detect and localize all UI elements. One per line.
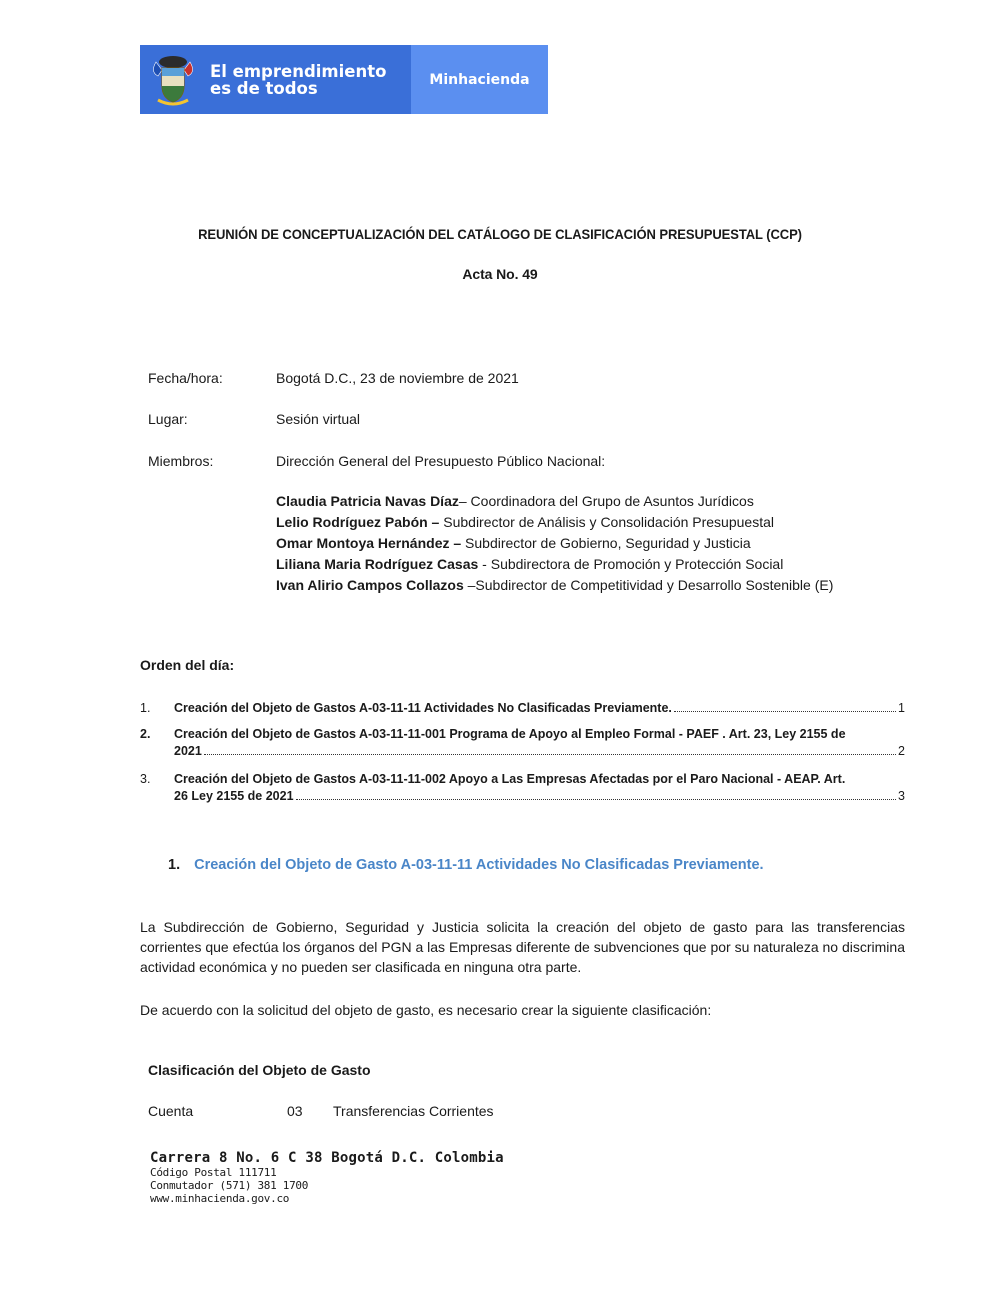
toc-page: 3 bbox=[898, 789, 905, 803]
toc-entry-1[interactable] bbox=[140, 700, 905, 717]
member-name: Lelio Rodríguez Pabón – bbox=[276, 514, 440, 530]
members-value: Dirección General del Presupuesto Público Nacional: bbox=[276, 453, 606, 469]
member-item bbox=[276, 491, 754, 512]
member-item bbox=[276, 512, 774, 533]
document-title: REUNIÓN DE CONCEPTUALIZACIÓN DEL CATÁLOGO DE CLASIFICACIÓN PRESUPUESTAL (CCP) bbox=[198, 226, 802, 242]
section-number: 1. bbox=[168, 857, 181, 873]
toc-text: Creación del Objeto de Gastos A-03-11-11-002 Apoyo a Las Empresas Afectadas por el Paro Nacional - AEAP. Art. bbox=[174, 772, 846, 786]
brand-slogan bbox=[210, 63, 386, 97]
member-name: Liliana Maria Rodríguez Casas bbox=[276, 556, 479, 572]
member-role: Subdirector de Gobierno, Seguridad y Justicia bbox=[461, 535, 751, 551]
member-role: - Subdirectora de Promoción y Protección Social bbox=[478, 556, 784, 572]
ministry-name: Minhacienda bbox=[429, 71, 530, 88]
banner-ministry-block bbox=[411, 45, 548, 114]
toc-line bbox=[174, 743, 905, 760]
classification-name: Transferencias Corrientes bbox=[333, 1103, 494, 1119]
toc-leader bbox=[204, 754, 896, 755]
footer-postal: Código Postal 111711 bbox=[150, 1166, 277, 1179]
place-label: Lugar: bbox=[148, 411, 188, 427]
member-item bbox=[276, 575, 833, 596]
body-paragraph: La Subdirección de Gobierno, Seguridad y Justicia solicita la creación del objeto de gasto para las transferencias corrientes que efectúa los órganos del PGN a las Empresas diferente de subvenciones que por su naturaleza no discrimina actividad económica y no pueden ser clasificada en ninguna otra parte. bbox=[140, 919, 905, 975]
date-label: Fecha/hora: bbox=[148, 370, 223, 386]
footer-address: Carrera 8 No. 6 C 38 Bogotá D.C. Colombia bbox=[150, 1150, 504, 1166]
toc-text: Creación del Objeto de Gastos A-03-11-11-001 Programa de Apoyo al Empleo Formal - PAEF . Art. 23, Ley 2155 de bbox=[174, 727, 846, 741]
toc-text-end: 26 Ley 2155 de 2021 bbox=[174, 789, 294, 803]
footer-website[interactable]: www.minhacienda.gov.co bbox=[150, 1192, 290, 1205]
colombia-coat-of-arms-icon bbox=[148, 52, 198, 108]
classification-code: 03 bbox=[287, 1103, 303, 1119]
document-number: Acta No. 49 bbox=[462, 266, 538, 282]
member-name: Omar Montoya Hernández – bbox=[276, 535, 462, 551]
header-banner bbox=[140, 45, 548, 114]
toc-leader bbox=[296, 799, 897, 800]
section-heading bbox=[168, 857, 764, 873]
toc-number: 1. bbox=[140, 701, 151, 715]
body-paragraph: De acuerdo con la solicitud del objeto de gasto, es necesario crear la siguiente clasificación: bbox=[140, 1002, 712, 1018]
toc-entry-2[interactable] bbox=[140, 726, 905, 760]
toc-line bbox=[174, 788, 905, 805]
member-role: – Coordinadora del Grupo de Asuntos Jurídicos bbox=[458, 493, 754, 509]
brand-line-2: es de todos bbox=[210, 78, 318, 98]
place-value: Sesión virtual bbox=[276, 411, 361, 427]
toc-page: 2 bbox=[898, 744, 905, 758]
toc-text: Creación del Objeto de Gastos A-03-11-11 Actividades No Clasificadas Previamente. bbox=[174, 701, 672, 715]
banner-brand-block bbox=[140, 45, 411, 114]
member-item bbox=[276, 554, 783, 575]
page-footer bbox=[150, 1150, 504, 1205]
footer-phone: Conmutador (571) 381 1700 bbox=[150, 1179, 309, 1192]
toc-number: 3. bbox=[140, 772, 151, 786]
classification-label: Cuenta bbox=[148, 1103, 194, 1119]
agenda-heading: Orden del día: bbox=[140, 657, 235, 673]
member-item bbox=[276, 533, 751, 554]
member-role: Subdirector de Análisis y Consolidación Presupuestal bbox=[439, 514, 774, 530]
toc-leader bbox=[674, 711, 896, 712]
toc-number: 2. bbox=[140, 727, 151, 741]
member-name: Ivan Alirio Campos Collazos bbox=[276, 577, 464, 593]
date-value: Bogotá D.C., 23 de noviembre de 2021 bbox=[276, 370, 519, 386]
member-role: –Subdirector de Competitividad y Desarrollo Sostenible (E) bbox=[463, 577, 834, 593]
brand-line-1: El emprendimiento bbox=[210, 61, 387, 81]
toc-entry-3[interactable] bbox=[140, 771, 905, 805]
members-label: Miembros: bbox=[148, 453, 214, 469]
toc-text-end: 2021 bbox=[174, 744, 202, 758]
section-title: Creación del Objeto de Gasto A-03-11-11 Actividades No Clasificadas Previamente. bbox=[194, 857, 764, 873]
toc-page: 1 bbox=[898, 701, 905, 715]
classification-heading: Clasificación del Objeto de Gasto bbox=[148, 1062, 371, 1078]
toc-line bbox=[174, 700, 905, 717]
member-name: Claudia Patricia Navas Díaz bbox=[276, 493, 459, 509]
